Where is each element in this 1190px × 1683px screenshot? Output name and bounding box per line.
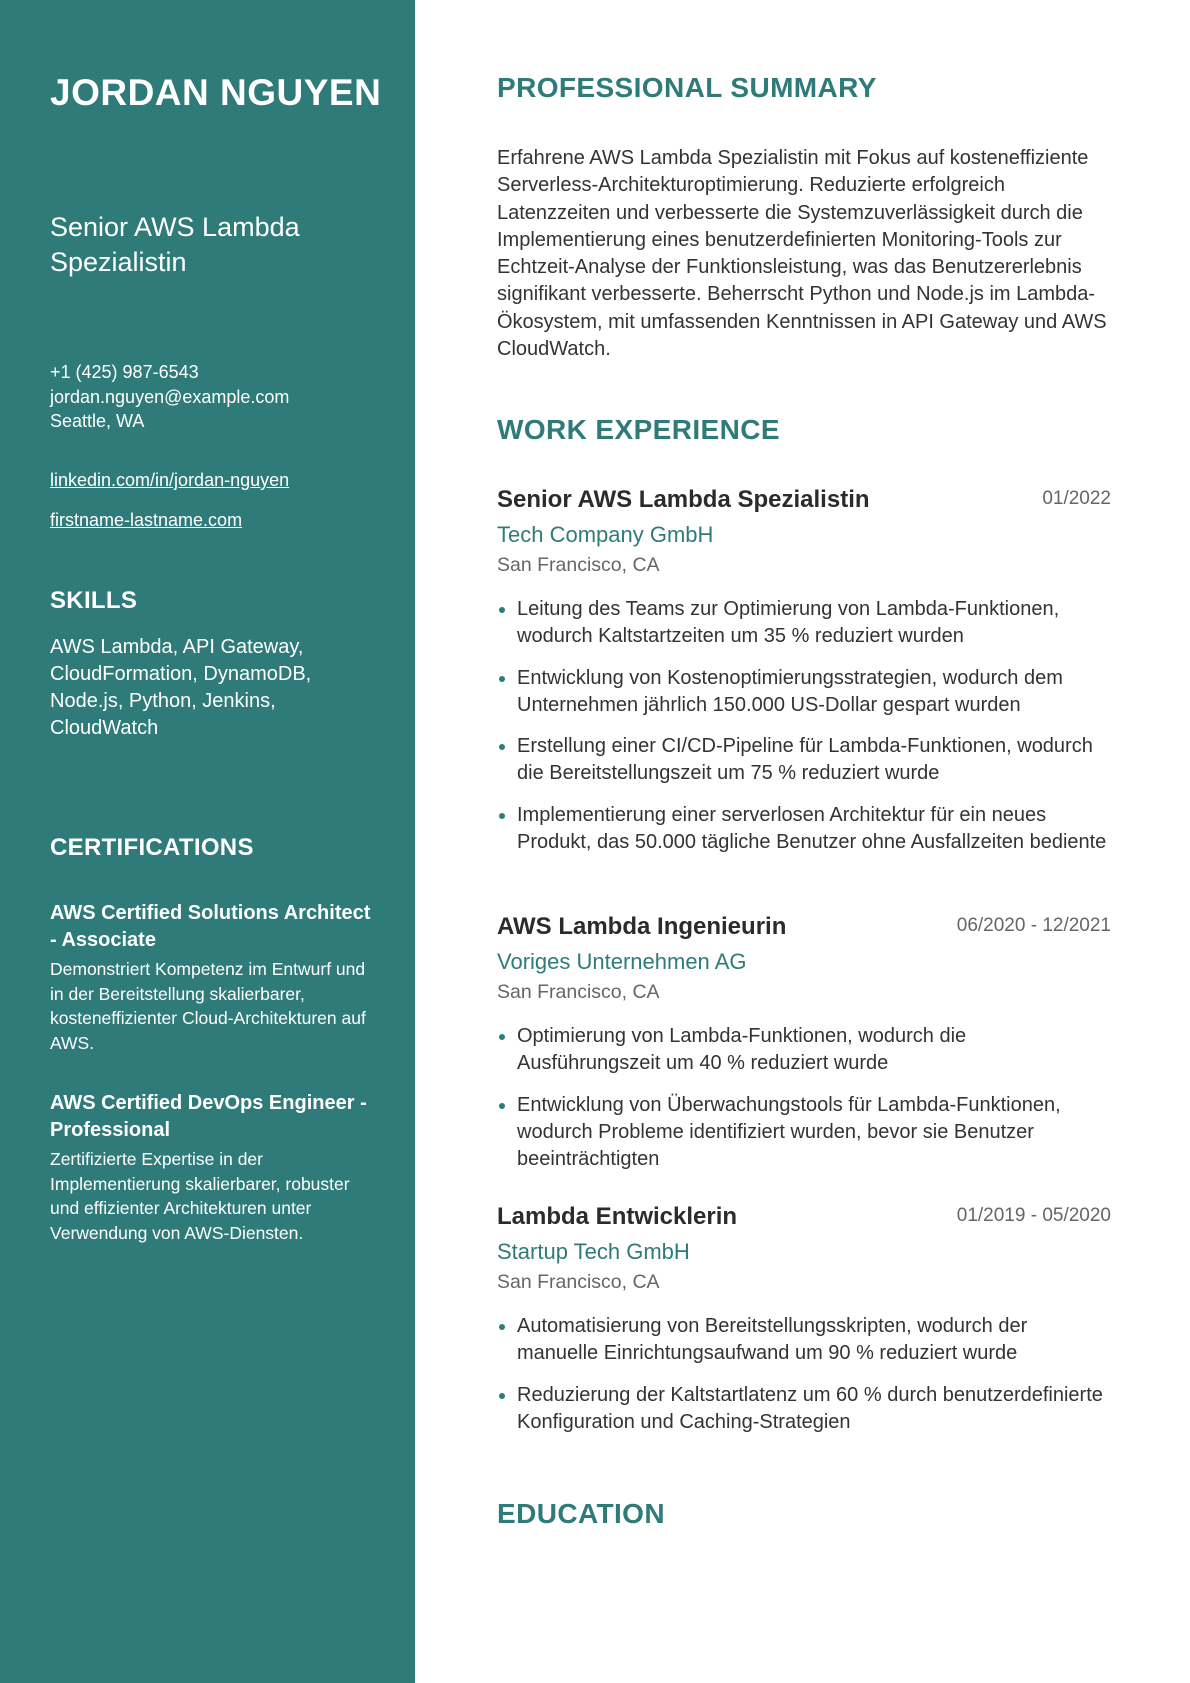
job-location: San Francisco, CA xyxy=(497,981,660,1003)
skills-heading: SKILLS xyxy=(50,587,138,614)
certification-description: Demonstriert Kompetenz im Entwurf und in der Bereitstellung skalierbarer, kosteneffizienter Cloud-Architekturen auf AWS. xyxy=(50,959,366,1053)
job-entry xyxy=(497,913,1111,1187)
list-item: Erstellung einer CI/CD-Pipeline für Lambda-Funktionen, wodurch die Bereitstellungszeit um 75 % reduziert wurde xyxy=(497,733,1111,788)
linkedin-link[interactable]: linkedin.com/in/jordan-nguyen xyxy=(50,470,290,490)
list-item: Leitung des Teams zur Optimierung von Lambda-Funktionen, wodurch Kaltstartzeiten um 35 % reduziert wurden xyxy=(497,596,1111,651)
job-title: AWS Lambda Ingenieurin xyxy=(497,913,787,940)
contact-phone: +1 (425) 987-6543 xyxy=(50,362,199,382)
bullet-dot-icon xyxy=(499,607,505,613)
certification-description: Zertifizierte Expertise in der Implementierung skalierbarer, robuster und effizienter Architekturen unter Verwendung von AWS-Diensten. xyxy=(50,1149,350,1243)
bullet-dot-icon xyxy=(499,1103,505,1109)
certification-item xyxy=(50,1090,375,1245)
certifications-heading: CERTIFICATIONS xyxy=(50,834,254,861)
job-bullets xyxy=(497,1313,1111,1436)
job-entry xyxy=(497,486,1111,870)
bullet-dot-icon xyxy=(499,1034,505,1040)
list-item: Optimierung von Lambda-Funktionen, wodurch die Ausführungszeit um 40 % reduziert wurde xyxy=(497,1023,1111,1078)
job-location: San Francisco, CA xyxy=(497,1271,660,1293)
certification-title: AWS Certified Solutions Architect - Associate xyxy=(50,902,371,951)
skills-list: AWS Lambda, API Gateway, CloudFormation, DynamoDB, Node.js, Python, Jenkins, CloudWatch xyxy=(50,636,312,739)
list-item: Implementierung einer serverlosen Architektur für ein neues Produkt, das 50.000 tägliche Benutzer ohne Ausfallzeiten bediente xyxy=(497,802,1111,857)
job-date: 06/2020 - 12/2021 xyxy=(956,915,1111,936)
job-date: 01/2022 xyxy=(1042,488,1111,509)
candidate-role: Senior AWS Lambda Spezialistin xyxy=(50,212,300,277)
contact-email: jordan.nguyen@example.com xyxy=(50,386,290,407)
bullet-dot-icon xyxy=(499,813,505,819)
list-item: Automatisierung von Bereitstellungsskripten, wodurch der manuelle Einrichtungsaufwand um 90 % reduziert wurde xyxy=(497,1313,1111,1368)
work-experience-heading: WORK EXPERIENCE xyxy=(497,414,780,445)
website-link[interactable]: firstname-lastname.com xyxy=(50,510,243,530)
list-item: Reduzierung der Kaltstartlatenz um 60 % durch benutzerdefinierte Konfiguration und Caching-Strategien xyxy=(497,1382,1111,1437)
candidate-name: JORDAN NGUYEN xyxy=(50,72,382,113)
job-title: Senior AWS Lambda Spezialistin xyxy=(497,486,870,513)
bullet-dot-icon xyxy=(499,1393,505,1399)
job-bullets xyxy=(497,596,1111,856)
list-item: Entwicklung von Überwachungstools für Lambda-Funktionen, wodurch Probleme identifiziert wurden, bevor sie Benutzer beeinträchtigten xyxy=(497,1092,1111,1174)
bullet-dot-icon xyxy=(499,1324,505,1330)
bullet-dot-icon xyxy=(499,744,505,750)
job-company: Voriges Unternehmen AG xyxy=(497,949,747,974)
job-bullets xyxy=(497,1023,1111,1173)
job-date: 01/2019 - 05/2020 xyxy=(956,1205,1111,1226)
education-heading: EDUCATION xyxy=(497,1498,665,1529)
job-company: Startup Tech GmbH xyxy=(497,1239,690,1264)
summary-heading: PROFESSIONAL SUMMARY xyxy=(497,72,877,103)
contact-location: Seattle, WA xyxy=(50,411,145,431)
summary-text: Erfahrene AWS Lambda Spezialistin mit Fokus auf kosteneffiziente Serverless-Architekturoptimierung. Reduzierte erfolgreich Latenzzeiten und verbesserte die Systemzuverlässigkeit durch die Implementierung eines benutzerdefinierten Monitoring-Tools zur Echtzeit-Analyse der Funktionsleistung, was das Benutzererlebnis signifikant verbesserte. Beherrscht Python und Node.js im Lambda-Ökosystem, mit umfassenden Kenntnissen in API Gateway und AWS CloudWatch. xyxy=(497,147,1107,361)
sidebar xyxy=(0,0,415,1683)
bullet-dot-icon xyxy=(499,676,505,682)
job-title: Lambda Entwicklerin xyxy=(497,1203,738,1230)
certification-title: AWS Certified DevOps Engineer - Professional xyxy=(50,1092,367,1141)
contact-info xyxy=(50,360,289,434)
list-item: Entwicklung von Kostenoptimierungsstrategien, wodurch dem Unternehmen jährlich 150.000 US-Dollar gespart wurden xyxy=(497,665,1111,720)
job-entry xyxy=(497,1203,1111,1450)
job-location: San Francisco, CA xyxy=(497,554,660,576)
certification-item xyxy=(50,900,375,1055)
job-company: Tech Company GmbH xyxy=(497,522,714,547)
